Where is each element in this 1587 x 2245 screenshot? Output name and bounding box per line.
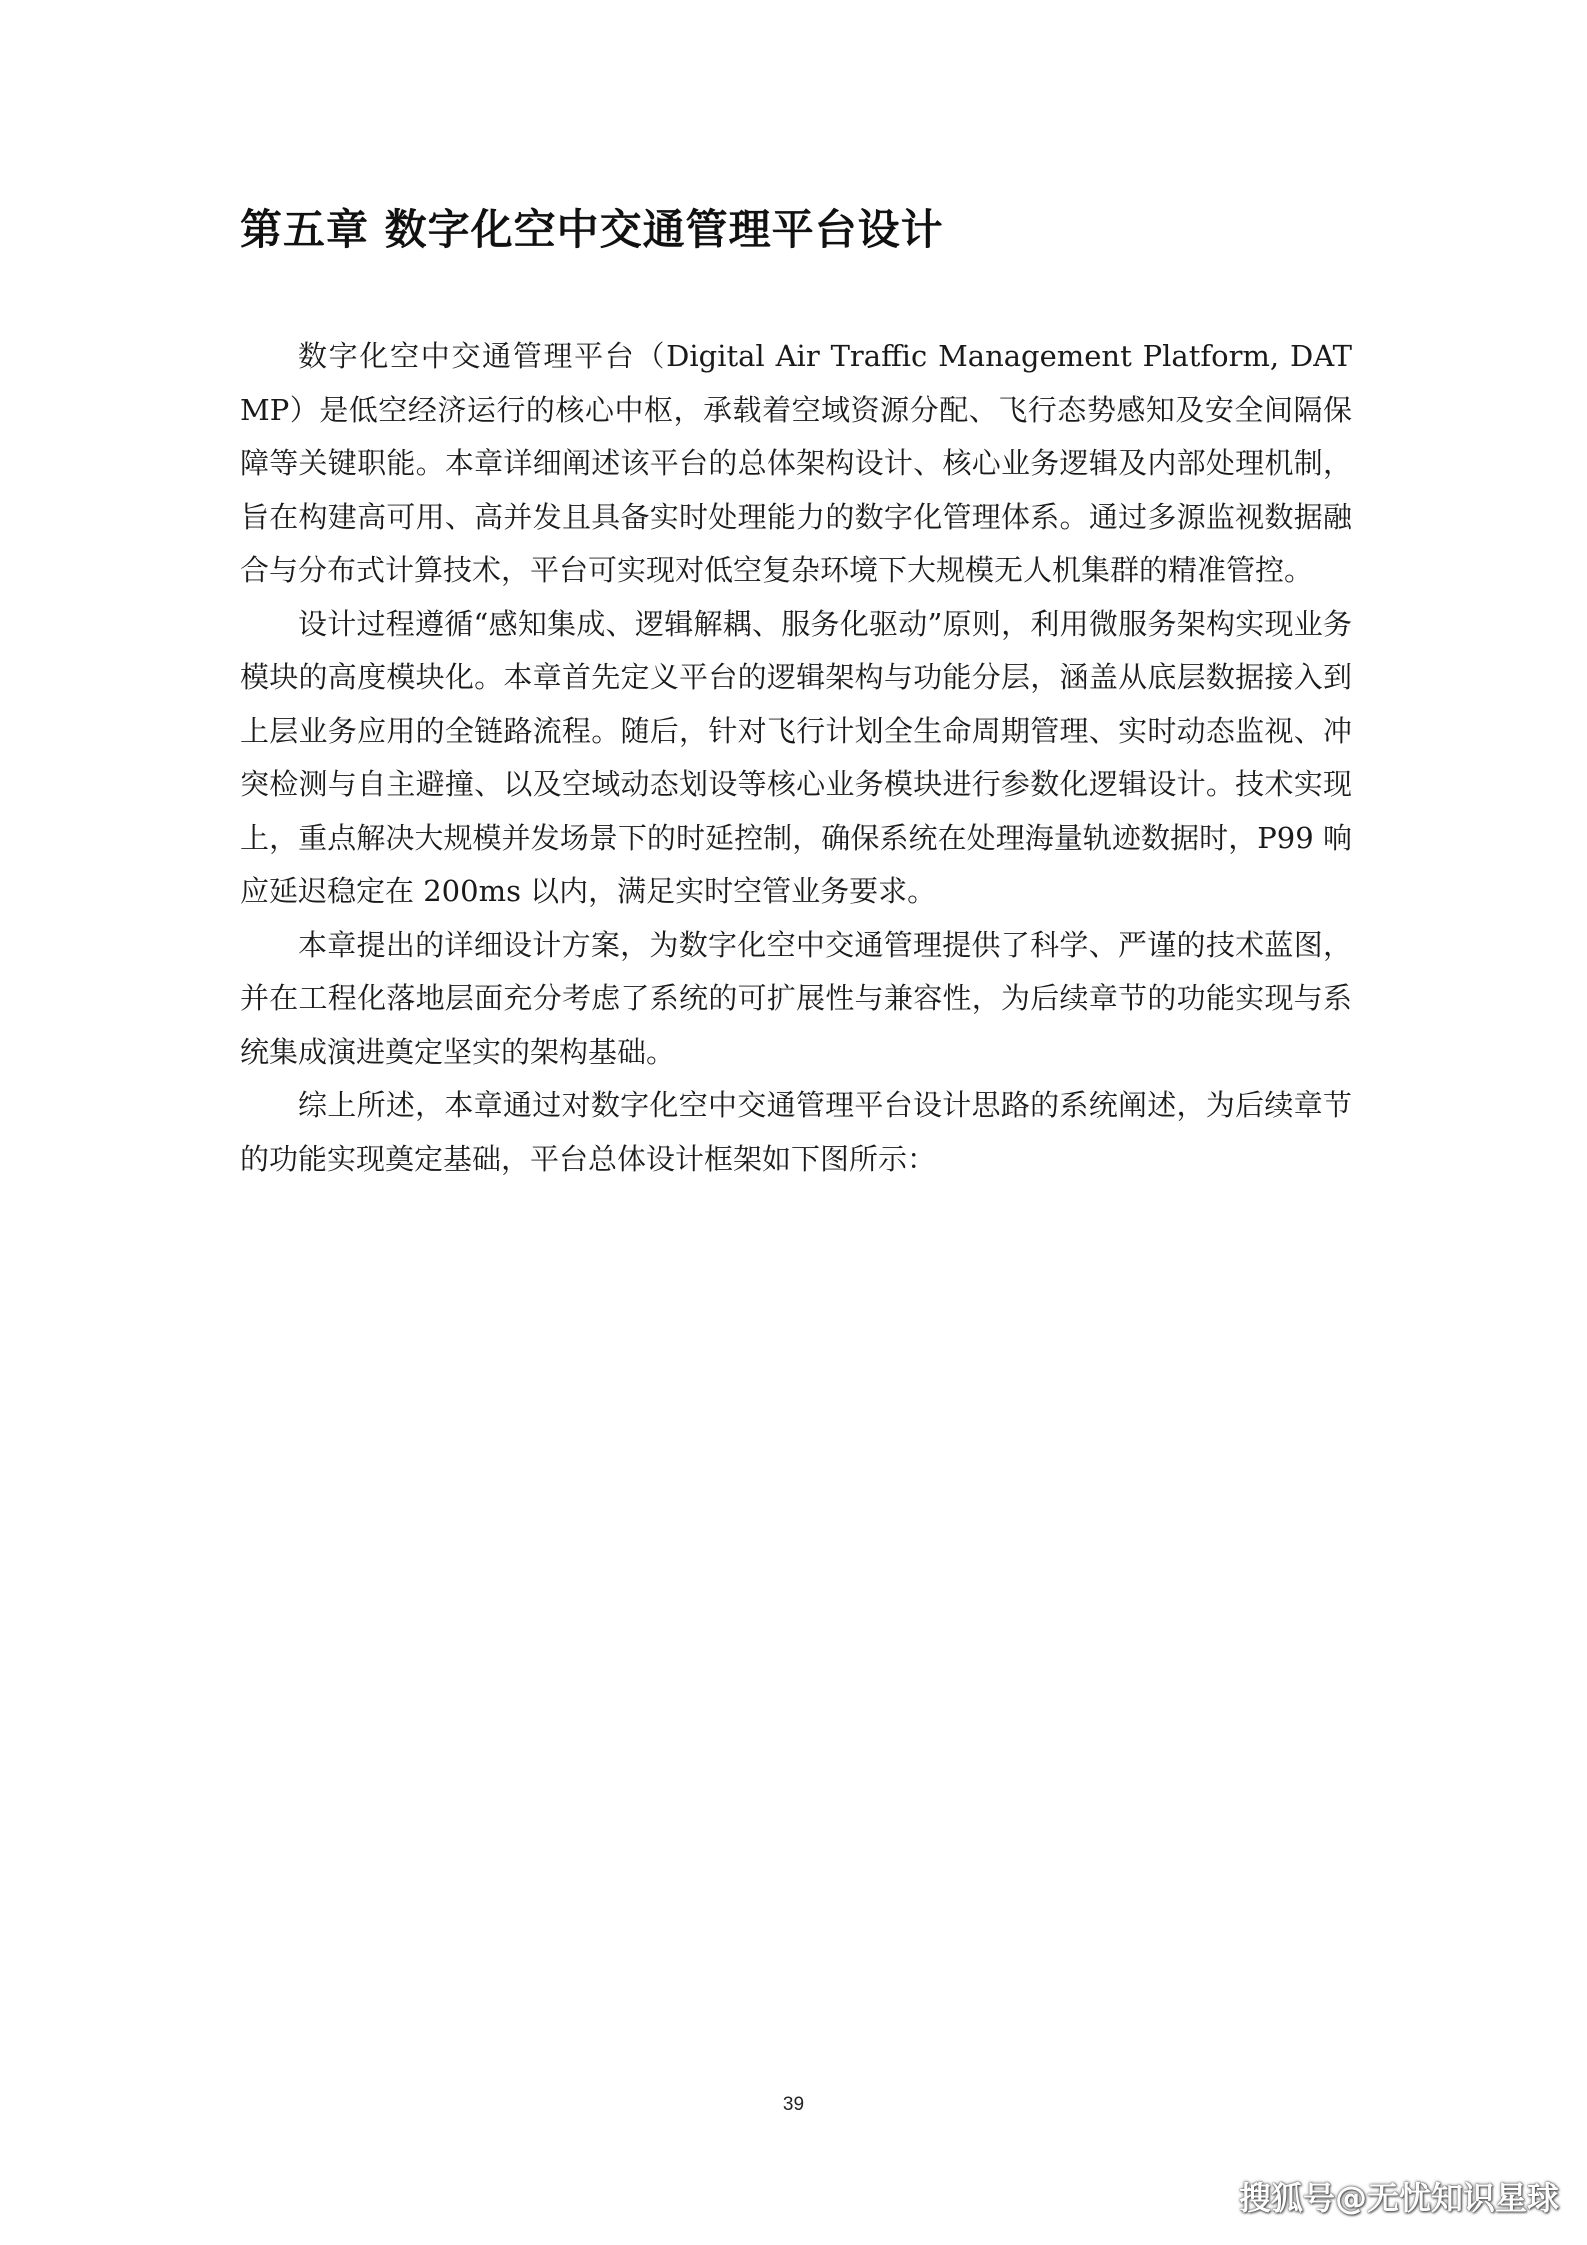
chapter-title: 第五章 数字化空中交通管理平台设计 (240, 205, 944, 254)
paragraph-3: 本章提出的详细设计方案，为数字化空中交通管理提供了科学、严谨的技术蓝图，并在工程化落地层面充分考虑了系统的可扩展性与兼容性，为后续章节的功能实现与系统集成演进奠定坚实的架构基础。 (240, 927, 1352, 1069)
page-number: 39 (782, 2094, 805, 2115)
body-text (240, 330, 1352, 1186)
watermark: 搜狐号@无忧知识星球 (1238, 2179, 1559, 2217)
paragraph-2: 设计过程遵循“感知集成、逻辑解耦、服务化驱动”原则，利用微服务架构实现业务模块的高度模块化。本章首先定义平台的逻辑架构与功能分层，涵盖从底层数据接入到上层业务应用的全链路流程。随后，针对飞行计划全生命周期管理、实时动态监视、冲突检测与自主避撞、以及空域动态划设等核心业务模块进行参数化逻辑设计。技术实现上，重点解决大规模并发场景下的时延控制，确保系统在处理海量轨迹数据时，P99 响应延迟稳定在 200ms 以内，满足实时空管业务要求。 (240, 606, 1352, 908)
paragraph-1: 数字化空中交通管理平台（Digital Air Traffic Management Platform, DATMP）是低空经济运行的核心中枢，承载着空域资源分配、飞行态势感知及安全间隔保障等关键职能。本章详细阐述该平台的总体架构设计、核心业务逻辑及内部处理机制，旨在构建高可用、高并发且具备实时处理能力的数字化管理体系。通过多源监视数据融合与分布式计算技术，平台可实现对低空复杂环境下大规模无人机集群的精准管控。 (240, 339, 1352, 587)
paragraph-4: 综上所述，本章通过对数字化空中交通管理平台设计思路的系统阐述，为后续章节的功能实现奠定基础，平台总体设计框架如下图所示： (240, 1088, 1352, 1176)
